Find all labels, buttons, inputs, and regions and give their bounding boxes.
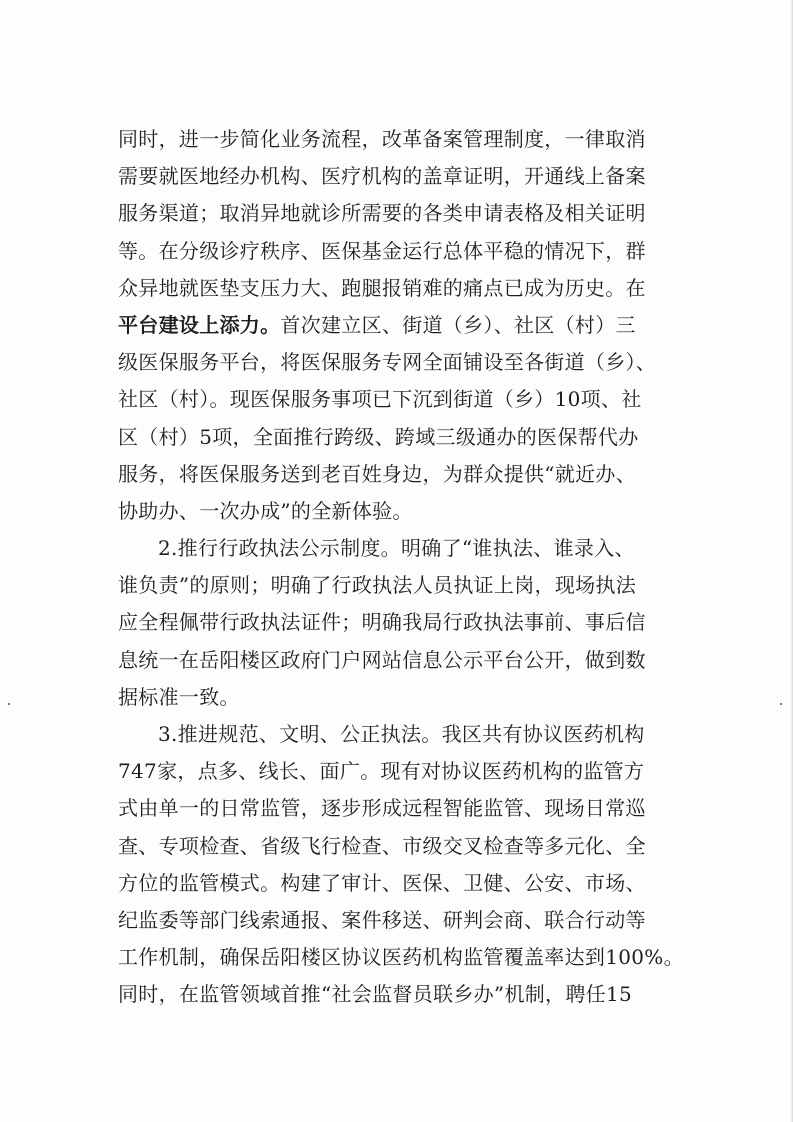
text-line: 需要就医地经办机构、医疗机构的盖章证明，开通线上备案: [118, 164, 646, 189]
text-line: 等。在分级诊疗秩序、医保基金运行总体平稳的情况下，群: [118, 238, 646, 263]
text-line: 纪监委等部门线索通报、案件移送、研判会商、联合行动等: [118, 907, 646, 932]
paragraph-2: [118, 307, 684, 530]
text-line: 区（村）5项，全面推行跨级、跨域三级通办的医保帮代办: [118, 424, 639, 449]
text-line: 据标准一致。: [118, 684, 240, 709]
text-line: 方位的监管模式。构建了审计、医保、卫健、公安、市场、: [118, 870, 646, 895]
text-line: 谁负责”的原则；明确了行政执法人员执证上岗，现场执法: [118, 573, 637, 598]
paragraph-1: [118, 121, 684, 307]
text-line: 社区（村）。现医保服务事项已下沉到街道（乡）10项、社: [118, 387, 642, 412]
text-line-rest: 首次建立区、街道（乡）、社区（村）三: [280, 312, 636, 337]
text-line: 2.推行行政执法公示制度。明确了“谁执法、谁录入、: [158, 536, 635, 561]
paragraph-3: [118, 530, 684, 716]
text-line: 查、专项检查、省级飞行检查、市级交叉检查等多元化、全: [118, 833, 646, 858]
text-line: 息统一在岳阳楼区政府门户网站信息公示平台公开，做到数: [118, 647, 646, 672]
text-line: 众异地就医垫支压力大、跑腿报销难的痛点已成为历史。在: [118, 275, 646, 300]
section-lead: 平台建设上添力。: [118, 312, 281, 337]
text-line: 服务，将医保服务送到老百姓身边，为群众提供“就近办、: [118, 461, 637, 486]
text-line: 同时，进一步简化业务流程，改革备案管理制度，一律取消: [118, 127, 646, 151]
paragraph-4: [118, 716, 684, 1014]
text-line: 级医保服务平台，将医保服务专网全面铺设至各街道（乡）、: [118, 350, 657, 375]
text-line: 同时，在监管领域首推“社会监督员联乡办”机制，聘任15: [118, 982, 632, 1007]
text-line: [118, 307, 684, 344]
text-line: 式由单一的日常监管，逐步形成远程智能监管、现场日常巡: [118, 796, 646, 821]
text-line: 747家，点多、线长、面广。现有对协议医药机构的监管方: [118, 759, 645, 784]
text-line: 工作机制，确保岳阳楼区协议医药机构监管覆盖率达到100%。: [118, 945, 684, 970]
text-line: 3.推进规范、文明、公正执法。我区共有协议医药机构: [158, 722, 645, 746]
text-line: 应全程佩带行政执法证件；明确我局行政执法事前、事后信: [118, 610, 646, 635]
document-body: [118, 121, 684, 1014]
scan-speck: [8, 703, 10, 705]
text-line: 服务渠道；取消异地就诊所需要的各类申请表格及相关证明: [118, 201, 646, 226]
scan-speck: [780, 703, 782, 705]
text-line: 协助办、一次办成”的全新体验。: [118, 498, 413, 523]
